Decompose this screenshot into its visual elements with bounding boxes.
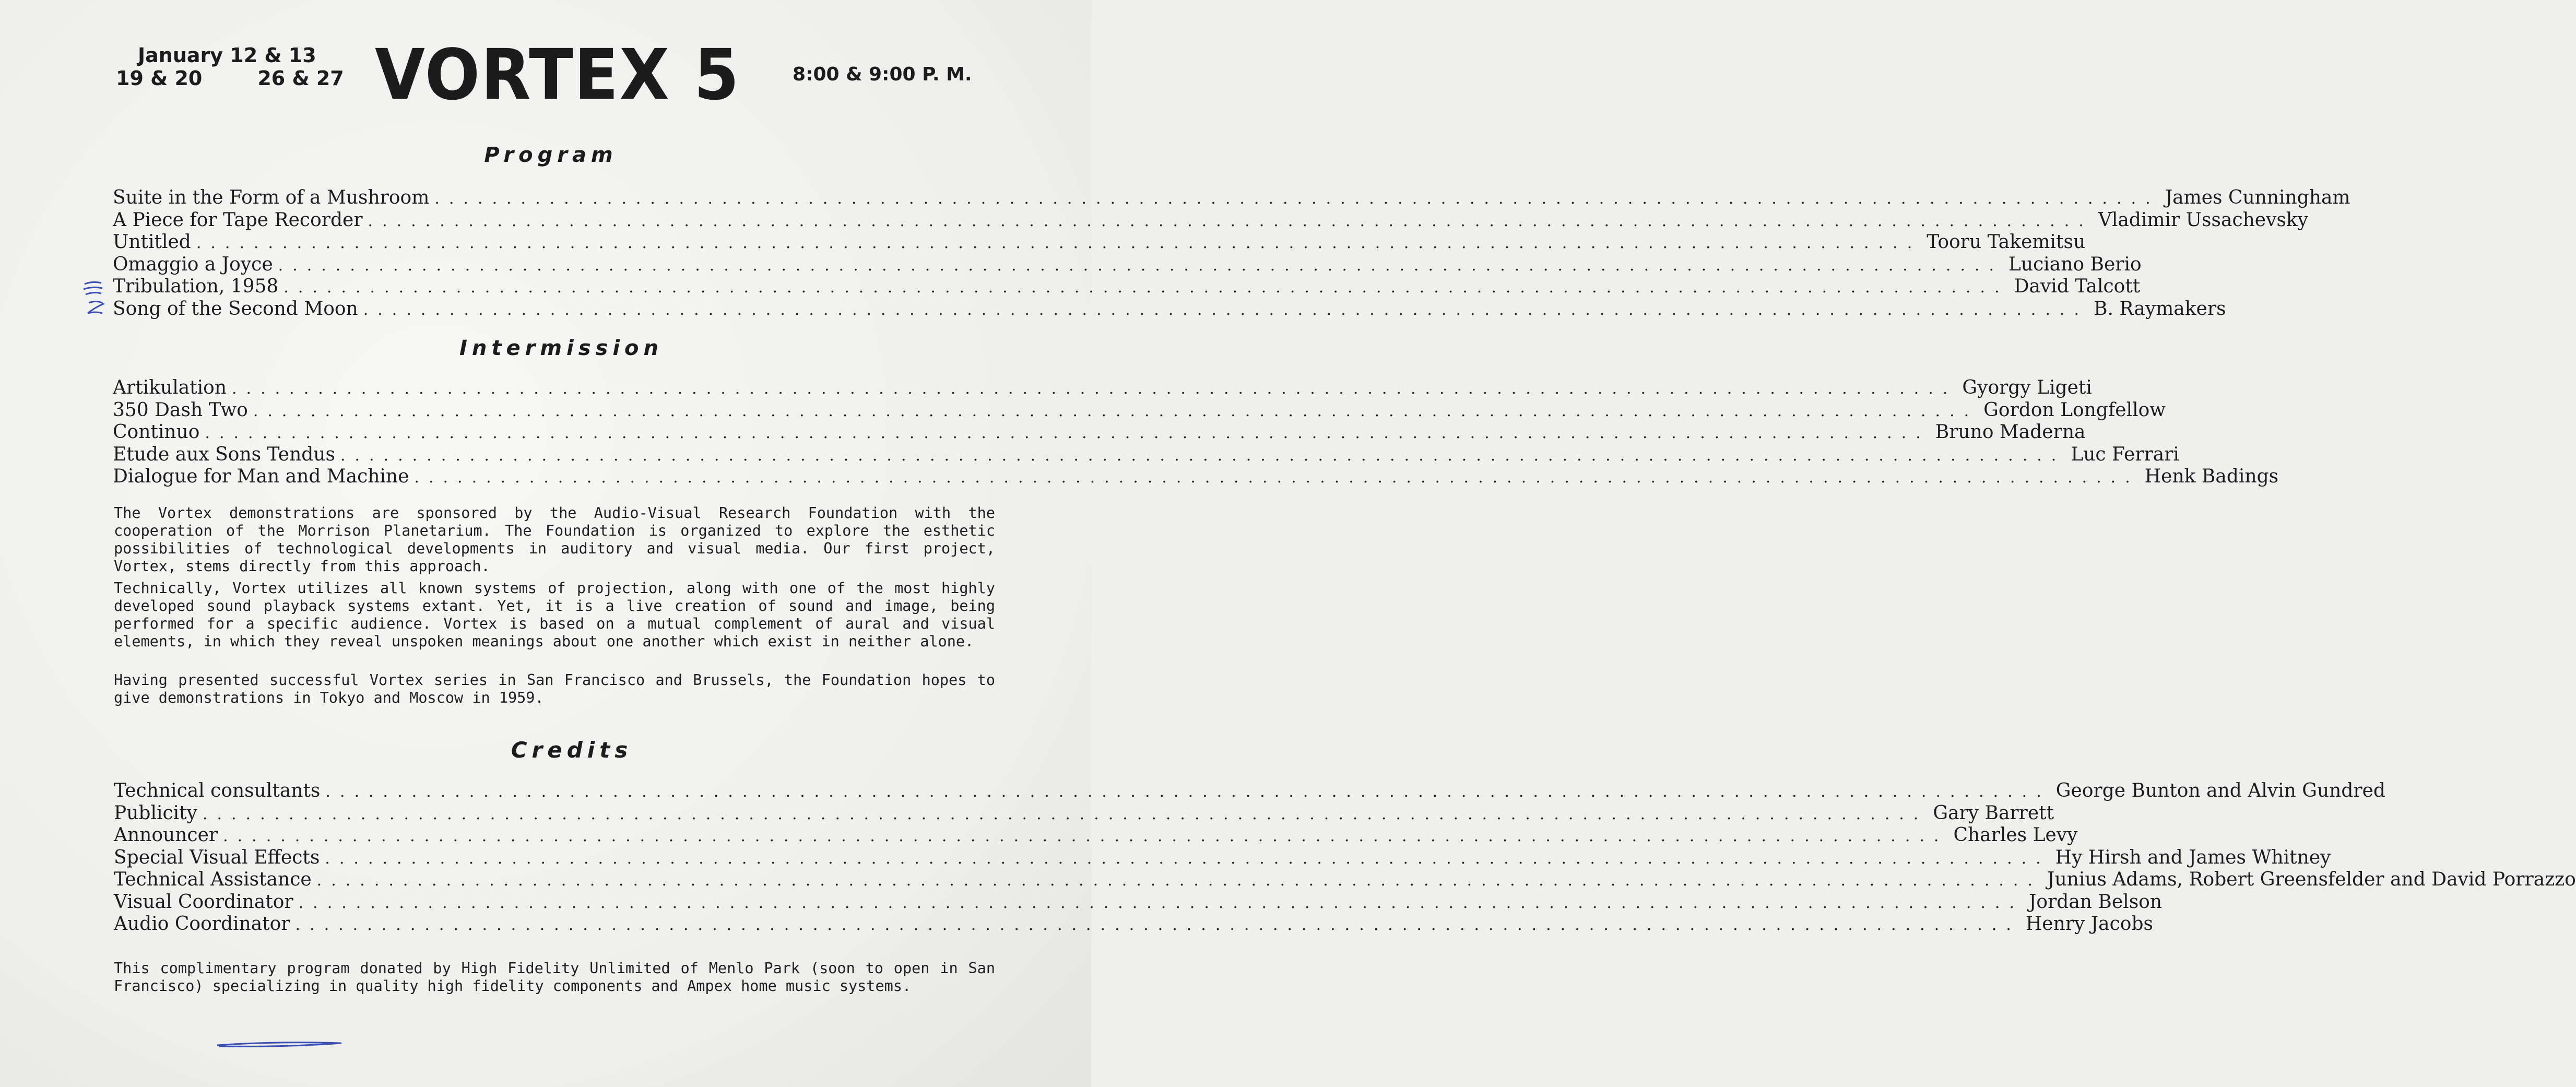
leader-dots: ........................................................................................................................: [363, 300, 2089, 319]
leader-dots: ........................................................................................................................: [325, 849, 2050, 868]
leader-dots: ........................................................................................................................: [368, 211, 2093, 230]
list-item: [113, 298, 2226, 321]
work-title: Untitled: [113, 231, 191, 253]
list-item: [113, 466, 2279, 488]
list-item: [114, 846, 2331, 869]
work-title: Song of the Second Moon: [113, 298, 358, 320]
work-title: Artikulation: [113, 377, 227, 398]
donation-paragraph: This complimentary program donated by High Fidelity Unlimited of Menlo Park (soon to open in San Francisco) specializing in quality high fidelity components and Ampex home music systems.: [114, 960, 995, 995]
credit-role: Visual Coordinator: [114, 891, 293, 913]
credit-role: Technical consultants: [114, 780, 321, 801]
list-item: [113, 399, 2166, 422]
list-item: [113, 276, 2141, 298]
work-title: Omaggio a Joyce: [113, 253, 273, 275]
credit-name: Henry Jacobs: [2025, 913, 2153, 935]
leader-dots: ........................................................................................................................: [316, 871, 2042, 890]
intermission-list: [113, 377, 2279, 488]
leader-dots: ........................................................................................................................: [253, 401, 1979, 420]
work-title: Dialogue for Man and Machine: [113, 466, 409, 487]
work-title: A Piece for Tape Recorder: [113, 209, 363, 231]
credit-role: Publicity: [114, 802, 197, 824]
leader-dots: ........................................................................................................................: [325, 783, 2051, 801]
work-title: Suite in the Form of a Mushroom: [113, 187, 430, 208]
list-item: [113, 209, 2309, 232]
dates-line-1: January 12 & 13: [138, 44, 316, 67]
list-item: [114, 891, 2163, 914]
leader-dots: ........................................................................................................................: [202, 805, 1928, 823]
credits-list: [114, 780, 2576, 936]
credit-name: Hy Hirsh and James Whitney: [2055, 846, 2331, 868]
dates-19-20: 19 & 20: [116, 67, 203, 90]
composer-name: Gyorgy Ligeti: [1962, 377, 2092, 398]
list-item: [114, 824, 2078, 847]
dates-line-2: [116, 67, 344, 90]
composer-name: David Talcott: [2014, 276, 2141, 297]
intermission-heading: Intermission: [459, 336, 663, 360]
composer-name: Vladimir Ussachevsky: [2098, 209, 2309, 231]
sponsor-paragraph: The Vortex demonstrations are sponsored by the Audio-Visual Research Foundation with the cooperation of the Morrison Planetarium. The Foundation is organized to explore the esthetic possibilities of technological developments in auditory and visual media. Our first project, Vortex, stems directly from this approach.: [114, 504, 995, 575]
page-title: VORTEX 5: [375, 34, 740, 116]
list-item: [114, 913, 2153, 936]
credit-name: Jordan Belson: [2028, 891, 2163, 913]
leader-dots: ........................................................................................................................: [414, 468, 2140, 487]
list-item: [114, 869, 2576, 891]
program-list: [113, 187, 2350, 320]
list-item: [113, 377, 2092, 399]
leader-dots: ........................................................................................................................: [205, 424, 1930, 442]
composer-name: Tooru Takemitsu: [1927, 231, 2086, 253]
leader-dots: ........................................................................................................................: [295, 916, 2020, 934]
leader-dots: ........................................................................................................................: [223, 827, 1948, 845]
list-item: [113, 187, 2350, 209]
dates-26-27: 26 & 27: [257, 67, 344, 90]
leader-dots: ........................................................................................................................: [434, 190, 2160, 208]
credit-name: George Bunton and Alvin Gundred: [2055, 780, 2385, 801]
credit-role: Technical Assistance: [114, 869, 312, 890]
list-item: [114, 780, 2385, 802]
leader-dots: ........................................................................................................................: [283, 278, 2009, 297]
credit-name: Junius Adams, Robert Greensfelder and David Porrazzo: [2047, 869, 2576, 890]
composer-name: Bruno Maderna: [1935, 421, 2086, 443]
credit-role: Announcer: [114, 824, 218, 846]
list-item: [114, 802, 2054, 825]
pen-mark-icon: [78, 277, 110, 318]
list-item: [113, 421, 2086, 444]
list-item: [113, 443, 2179, 466]
composer-name: Henk Badings: [2144, 466, 2279, 487]
credits-heading: Credits: [511, 737, 633, 763]
series-paragraph: Having presented successful Vortex series in San Francisco and Brussels, the Foundation hopes to give demonstrations in Tokyo and Moscow in 1959.: [114, 671, 995, 706]
composer-name: B. Raymakers: [2094, 298, 2226, 320]
technical-paragraph: Technically, Vortex utilizes all known systems of projection, along with one of the most highly developed sound playback systems extant. Yet, it is a live creation of sound and image, being performed for a specific audience. Vortex is based on a mutual complement of aural and visual elements, in which they reveal unspoken meanings about one another which exist in neither alone.: [114, 580, 995, 650]
program-heading: Program: [484, 143, 618, 167]
pen-underline-icon: [214, 1038, 345, 1050]
credit-role: Special Visual Effects: [114, 846, 320, 868]
credit-name: Charles Levy: [1953, 824, 2078, 846]
leader-dots: ........................................................................................................................: [340, 446, 2066, 465]
composer-name: James Cunningham: [2165, 187, 2350, 208]
work-title: Tribulation, 1958: [113, 276, 279, 297]
composer-name: Gordon Longfellow: [1983, 399, 2166, 421]
list-item: [113, 231, 2086, 254]
credit-role: Audio Coordinator: [114, 913, 290, 935]
list-item: [113, 253, 2142, 276]
credit-name: Gary Barrett: [1933, 802, 2054, 824]
performance-dates: [116, 44, 344, 90]
leader-dots: ........................................................................................................................: [196, 234, 1922, 252]
leader-dots: ........................................................................................................................: [298, 893, 2024, 912]
work-title: Continuo: [113, 421, 200, 443]
work-title: 350 Dash Two: [113, 399, 248, 421]
leader-dots: ........................................................................................................................: [278, 256, 2003, 275]
composer-name: Luc Ferrari: [2071, 443, 2179, 465]
leader-dots: ........................................................................................................................: [232, 380, 1957, 398]
composer-name: Luciano Berio: [2008, 253, 2142, 275]
work-title: Etude aux Sons Tendus: [113, 443, 335, 465]
show-times: 8:00 & 9:00 P. M.: [793, 64, 972, 85]
